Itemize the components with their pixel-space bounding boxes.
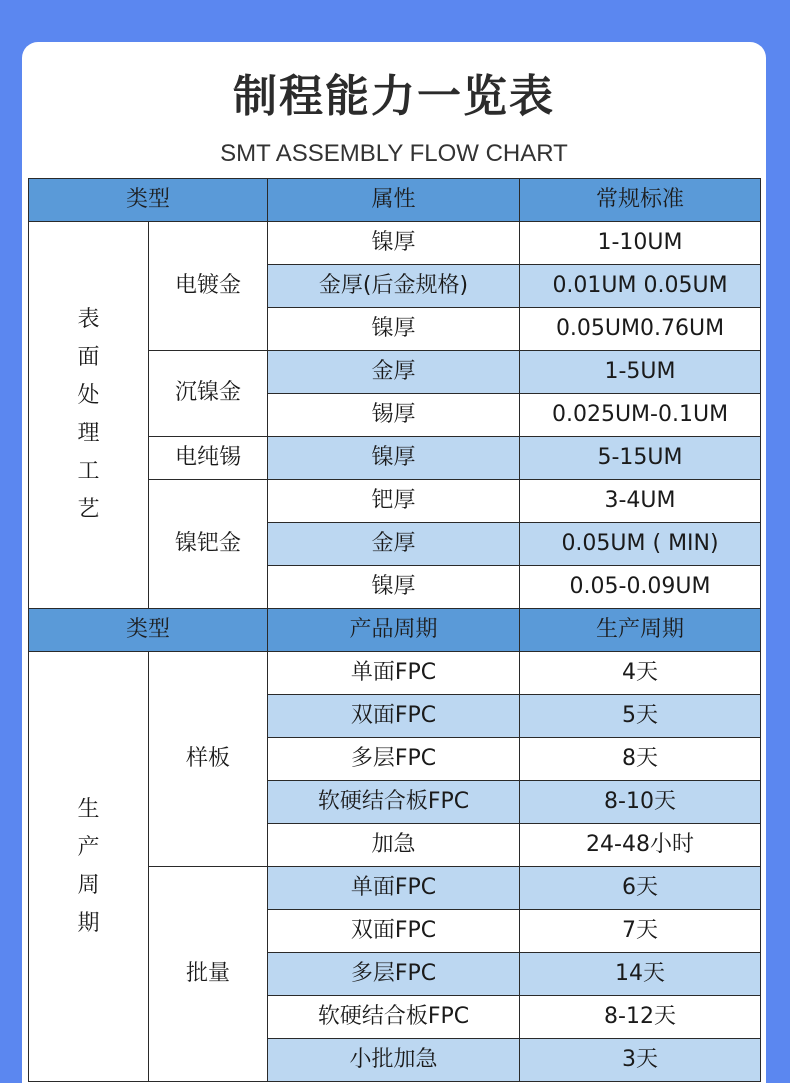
value-cell: 24-48小时: [520, 824, 761, 867]
value-cell: 8-12天: [520, 996, 761, 1039]
value-cell: 0.01UM 0.05UM: [520, 265, 761, 308]
attr-cell: 单面FPC: [268, 652, 520, 695]
table1-header-type: 类型: [29, 179, 268, 222]
attr-cell: 小批加急: [268, 1039, 520, 1082]
value-cell: 3天: [520, 1039, 761, 1082]
category-text: 表 面 处 理 工 艺: [77, 307, 100, 522]
value-cell: 8-10天: [520, 781, 761, 824]
attr-cell: 金厚: [268, 523, 520, 566]
attr-cell: 多层FPC: [268, 953, 520, 996]
value-cell: 1-10UM: [520, 222, 761, 265]
table1-header-attr: 属性: [268, 179, 520, 222]
group-name: 样板: [149, 652, 268, 867]
attr-cell: 镍厚: [268, 566, 520, 609]
attr-cell: 多层FPC: [268, 738, 520, 781]
capability-table: [28, 178, 761, 1082]
table-row: [29, 222, 761, 265]
group-name: 沉镍金: [149, 351, 268, 437]
value-cell: 0.025UM-0.1UM: [520, 394, 761, 437]
table1-header-row: [29, 179, 761, 222]
attr-cell: 单面FPC: [268, 867, 520, 910]
attr-cell: 金厚(后金规格): [268, 265, 520, 308]
value-cell: 1-5UM: [520, 351, 761, 394]
value-cell: 7天: [520, 910, 761, 953]
value-cell: 6天: [520, 867, 761, 910]
attr-cell: 双面FPC: [268, 695, 520, 738]
attr-cell: 镍厚: [268, 437, 520, 480]
attr-cell: 镍厚: [268, 308, 520, 351]
value-cell: 8天: [520, 738, 761, 781]
group-name: 电纯锡: [149, 437, 268, 480]
group-name: 批量: [149, 867, 268, 1082]
value-cell: 5天: [520, 695, 761, 738]
attr-cell: 锡厚: [268, 394, 520, 437]
attr-cell: 双面FPC: [268, 910, 520, 953]
table2-category: [29, 652, 149, 1082]
value-cell: 4天: [520, 652, 761, 695]
table-row: [29, 652, 761, 695]
table2-header-row: [29, 609, 761, 652]
attr-cell: 软硬结合板FPC: [268, 996, 520, 1039]
table2-header-production-cycle: 生产周期: [520, 609, 761, 652]
attr-cell: 钯厚: [268, 480, 520, 523]
table1-category: [29, 222, 149, 609]
value-cell: 5-15UM: [520, 437, 761, 480]
value-cell: 14天: [520, 953, 761, 996]
table2-header-type: 类型: [29, 609, 268, 652]
value-cell: 0.05UM0.76UM: [520, 308, 761, 351]
attr-cell: 镍厚: [268, 222, 520, 265]
capability-card: [22, 42, 766, 1083]
table2-header-product-cycle: 产品周期: [268, 609, 520, 652]
table1-header-standard: 常规标准: [520, 179, 761, 222]
attr-cell: 金厚: [268, 351, 520, 394]
value-cell: 0.05-0.09UM: [520, 566, 761, 609]
page-subtitle: SMT ASSEMBLY FLOW CHART: [220, 140, 568, 167]
value-cell: 0.05UM ( MIN): [520, 523, 761, 566]
page-title: 制程能力一览表: [233, 71, 555, 122]
group-name: 电镀金: [149, 222, 268, 351]
group-name: 镍钯金: [149, 480, 268, 609]
value-cell: 3-4UM: [520, 480, 761, 523]
attr-cell: 软硬结合板FPC: [268, 781, 520, 824]
attr-cell: 加急: [268, 824, 520, 867]
category-text: 生 产 周 期: [77, 796, 100, 936]
